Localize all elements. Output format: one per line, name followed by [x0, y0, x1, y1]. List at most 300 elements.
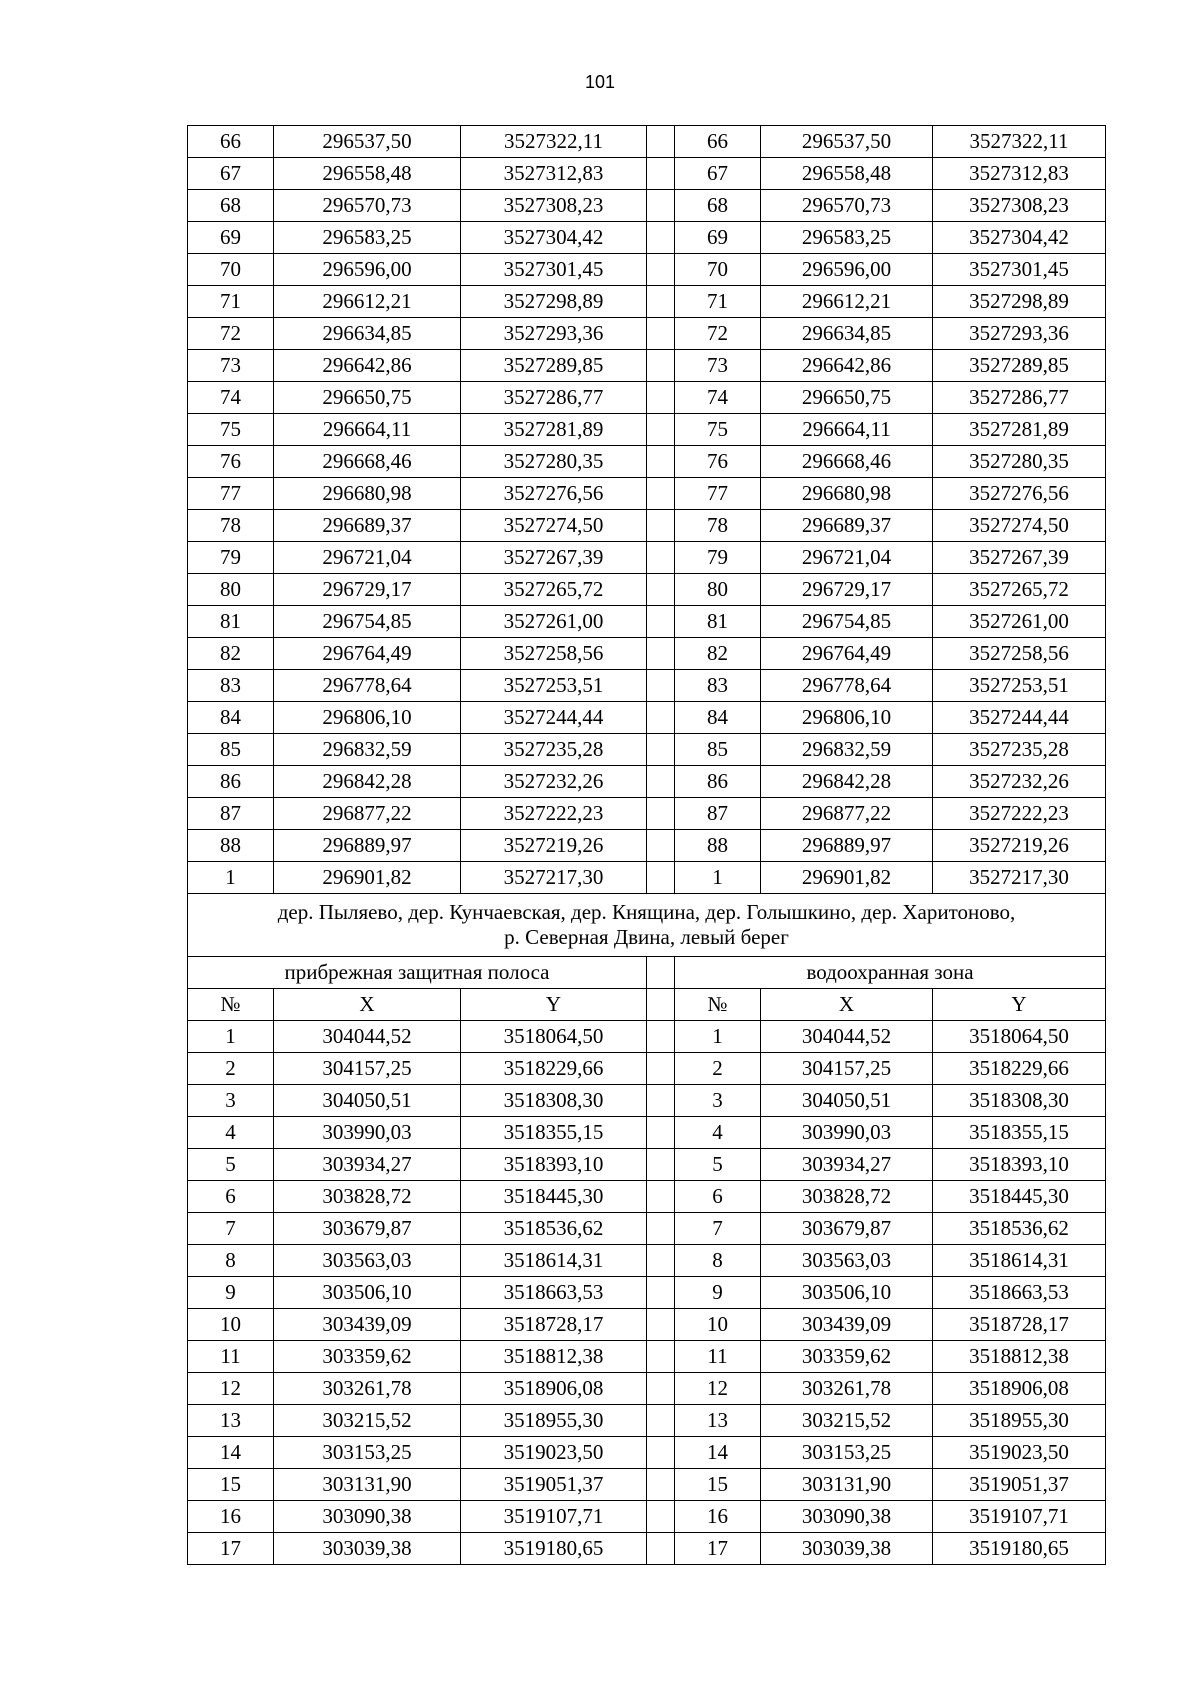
right-x-coord-cell: 303131,90 — [761, 1469, 933, 1501]
left-point-no-cell: 82 — [188, 638, 274, 670]
right-point-no-cell: 81 — [675, 606, 761, 638]
separator-cell — [647, 989, 675, 1021]
right-x-coord-cell: 296570,73 — [761, 190, 933, 222]
right-point-no-cell: 87 — [675, 798, 761, 830]
right-point-no-cell: 83 — [675, 670, 761, 702]
right-y-coord-cell: 3527281,89 — [933, 414, 1106, 446]
right-point-no-cell: 1 — [675, 862, 761, 894]
right-x-coord-cell: 296596,00 — [761, 254, 933, 286]
right-y-coord-cell: 3518229,66 — [933, 1053, 1106, 1085]
table-row — [188, 798, 1106, 830]
left-x-coord-cell: 296754,85 — [274, 606, 461, 638]
separator-cell — [647, 1437, 675, 1469]
page-number: 101 — [584, 72, 616, 92]
left-y-coord-cell: 3527253,51 — [461, 670, 647, 702]
left-x-coord-cell: 303359,62 — [274, 1341, 461, 1373]
right-x-coord-cell: 303990,03 — [761, 1117, 933, 1149]
right-y-coord-cell: 3527286,77 — [933, 382, 1106, 414]
right-x-coord-cell: 296754,85 — [761, 606, 933, 638]
separator-cell — [647, 734, 675, 766]
right-point-no-cell: 69 — [675, 222, 761, 254]
table-row — [188, 702, 1106, 734]
left-point-no-cell: 88 — [188, 830, 274, 862]
left-point-no-cell: 6 — [188, 1181, 274, 1213]
table-row — [188, 126, 1106, 158]
table-row — [188, 1213, 1106, 1245]
left-x-coord-cell: 296729,17 — [274, 574, 461, 606]
right-point-no-cell: 11 — [675, 1341, 761, 1373]
separator-cell — [647, 1405, 675, 1437]
left-point-no-cell: 13 — [188, 1405, 274, 1437]
separator-cell — [647, 638, 675, 670]
right-point-no-cell: 70 — [675, 254, 761, 286]
left-x-coord-cell: 296901,82 — [274, 862, 461, 894]
left-point-no-cell: 83 — [188, 670, 274, 702]
table-row — [188, 1245, 1106, 1277]
right-x-coord-cell: 304157,25 — [761, 1053, 933, 1085]
left-point-no-cell: 11 — [188, 1341, 274, 1373]
left-y-coord-cell: 3527258,56 — [461, 638, 647, 670]
left-x-coord-cell: 303828,72 — [274, 1181, 461, 1213]
left-y-coord-cell: 3527232,26 — [461, 766, 647, 798]
right-x-coord-cell: 303359,62 — [761, 1341, 933, 1373]
left-y-coord-cell: 3518906,08 — [461, 1373, 647, 1405]
right-x-coord-cell: 296612,21 — [761, 286, 933, 318]
separator-cell — [647, 1533, 675, 1565]
separator-cell — [647, 1117, 675, 1149]
left-y-coord-cell: 3527298,89 — [461, 286, 647, 318]
table-row — [188, 1149, 1106, 1181]
separator-cell — [647, 1021, 675, 1053]
right-y-coord-cell: 3527253,51 — [933, 670, 1106, 702]
right-x-coord-cell: 303261,78 — [761, 1373, 933, 1405]
left-point-no-cell: 4 — [188, 1117, 274, 1149]
separator-cell — [647, 478, 675, 510]
left-y-coord-cell: 3518308,30 — [461, 1085, 647, 1117]
separator-cell — [647, 957, 675, 989]
right-point-no-cell: 71 — [675, 286, 761, 318]
right-point-no-cell: 1 — [675, 1021, 761, 1053]
right-y-coord-cell: 3527276,56 — [933, 478, 1106, 510]
right-x-coord-cell: 296558,48 — [761, 158, 933, 190]
left-point-no-cell: 69 — [188, 222, 274, 254]
left-y-coord-cell: 3527267,39 — [461, 542, 647, 574]
left-point-no-cell: 9 — [188, 1277, 274, 1309]
left-point-no-cell: 14 — [188, 1437, 274, 1469]
table-row — [188, 350, 1106, 382]
separator-cell — [647, 1373, 675, 1405]
right-y-coord-cell: 3527217,30 — [933, 862, 1106, 894]
left-y-coord-cell: 3518064,50 — [461, 1021, 647, 1053]
right-point-no-cell: 15 — [675, 1469, 761, 1501]
left-point-no-cell: 73 — [188, 350, 274, 382]
right-x-coord-cell: 304044,52 — [761, 1021, 933, 1053]
separator-cell — [647, 158, 675, 190]
left-point-no-cell: 84 — [188, 702, 274, 734]
left-point-no-cell: 79 — [188, 542, 274, 574]
table-row — [188, 1085, 1106, 1117]
right-point-no-cell: 75 — [675, 414, 761, 446]
left-y-coord-cell: 3527276,56 — [461, 478, 647, 510]
right-point-no-cell: 14 — [675, 1437, 761, 1469]
left-x-coord-cell: 304044,52 — [274, 1021, 461, 1053]
separator-cell — [647, 510, 675, 542]
left-x-coord-cell: 296689,37 — [274, 510, 461, 542]
left-x-coord-cell: 303039,38 — [274, 1533, 461, 1565]
table-row — [188, 190, 1106, 222]
table-row — [188, 1373, 1106, 1405]
column-header-row — [188, 989, 1106, 1021]
table-row — [188, 446, 1106, 478]
left-x-coord-cell: 296650,75 — [274, 382, 461, 414]
left-y-coord-cell: 3527322,11 — [461, 126, 647, 158]
right-y-coord-cell: 3527244,44 — [933, 702, 1106, 734]
left-point-no-cell: 80 — [188, 574, 274, 606]
right-y-coord-cell: 3527289,85 — [933, 350, 1106, 382]
location-row — [188, 894, 1106, 957]
right-y-coord-cell: 3527219,26 — [933, 830, 1106, 862]
right-y-coord-cell: 3519107,71 — [933, 1501, 1106, 1533]
right-x-coord-cell: 303090,38 — [761, 1501, 933, 1533]
left-x-coord-cell: 296832,59 — [274, 734, 461, 766]
right-x-coord-cell: 296832,59 — [761, 734, 933, 766]
left-point-no-cell: 86 — [188, 766, 274, 798]
separator-cell — [647, 1245, 675, 1277]
right-point-no-cell: 74 — [675, 382, 761, 414]
right-x-coord-cell: 296650,75 — [761, 382, 933, 414]
right-point-no-cell: 79 — [675, 542, 761, 574]
separator-cell — [647, 318, 675, 350]
table-row — [188, 1117, 1106, 1149]
right-point-no-cell: 16 — [675, 1501, 761, 1533]
table-row — [188, 1277, 1106, 1309]
left-y-coord-cell: 3527312,83 — [461, 158, 647, 190]
section2-rows — [188, 1021, 1106, 1565]
location-line-2: р. Северная Двина, левый берег — [504, 925, 789, 949]
table-row — [188, 1309, 1106, 1341]
separator-cell — [647, 830, 675, 862]
table-row — [188, 1405, 1106, 1437]
table-row — [188, 1021, 1106, 1053]
left-y-coord-cell: 3518536,62 — [461, 1213, 647, 1245]
right-y-coord-cell: 3527312,83 — [933, 158, 1106, 190]
right-point-no-cell: 3 — [675, 1085, 761, 1117]
left-y-coord-cell: 3527274,50 — [461, 510, 647, 542]
left-point-no-cell: 87 — [188, 798, 274, 830]
left-x-coord-cell: 296583,25 — [274, 222, 461, 254]
right-y-coord-cell: 3519180,65 — [933, 1533, 1106, 1565]
right-x-coord-cell: 296634,85 — [761, 318, 933, 350]
right-y-coord-cell: 3527267,39 — [933, 542, 1106, 574]
left-point-no-cell: 1 — [188, 862, 274, 894]
right-y-coord-cell: 3527274,50 — [933, 510, 1106, 542]
right-point-no-cell: 8 — [675, 1245, 761, 1277]
right-x-coord-cell: 303563,03 — [761, 1245, 933, 1277]
left-y-coord-cell: 3527293,36 — [461, 318, 647, 350]
right-x-coord-cell: 296889,97 — [761, 830, 933, 862]
separator-cell — [647, 1501, 675, 1533]
left-x-coord-cell: 303563,03 — [274, 1245, 461, 1277]
left-x-coord-cell: 296680,98 — [274, 478, 461, 510]
right-y-coord-cell: 3527222,23 — [933, 798, 1106, 830]
table-row — [188, 574, 1106, 606]
table-row — [188, 670, 1106, 702]
separator-cell — [647, 222, 675, 254]
right-x-coord-cell: 296664,11 — [761, 414, 933, 446]
right-y-coord-cell: 3527232,26 — [933, 766, 1106, 798]
table-row — [188, 414, 1106, 446]
separator-cell — [647, 1469, 675, 1501]
left-point-no-cell: 5 — [188, 1149, 274, 1181]
left-point-no-cell: 2 — [188, 1053, 274, 1085]
right-x-coord-cell: 304050,51 — [761, 1085, 933, 1117]
left-point-no-cell: 76 — [188, 446, 274, 478]
left-point-no-cell: 17 — [188, 1533, 274, 1565]
right-y-coord-cell: 3527301,45 — [933, 254, 1106, 286]
right-point-no-cell: 77 — [675, 478, 761, 510]
left-x-coord-cell: 303439,09 — [274, 1309, 461, 1341]
right-point-no-cell: 12 — [675, 1373, 761, 1405]
left-y-coord-cell: 3527286,77 — [461, 382, 647, 414]
left-point-no-cell: 75 — [188, 414, 274, 446]
right-point-no-cell: 78 — [675, 510, 761, 542]
left-point-no-cell: 12 — [188, 1373, 274, 1405]
right-point-no-cell: 13 — [675, 1405, 761, 1437]
left-x-coord-cell: 296668,46 — [274, 446, 461, 478]
table-row — [188, 254, 1106, 286]
right-x-coord-cell: 296642,86 — [761, 350, 933, 382]
right-point-no-cell: 80 — [675, 574, 761, 606]
right-point-no-cell: 82 — [675, 638, 761, 670]
right-x-coord-cell: 296537,50 — [761, 126, 933, 158]
separator-cell — [647, 1149, 675, 1181]
right-point-no-cell: 10 — [675, 1309, 761, 1341]
right-x-coord-cell: 296729,17 — [761, 574, 933, 606]
section2-header — [188, 894, 1106, 1021]
coastal-strip-title: прибрежная защитная полоса — [188, 957, 647, 989]
left-y-coord-cell: 3518955,30 — [461, 1405, 647, 1437]
right-x-coord-cell: 303506,10 — [761, 1277, 933, 1309]
right-point-no-cell: 6 — [675, 1181, 761, 1213]
left-point-no-cell: 85 — [188, 734, 274, 766]
left-x-coord-cell: 303934,27 — [274, 1149, 461, 1181]
right-y-coord-cell: 3518906,08 — [933, 1373, 1106, 1405]
left-y-coord-cell: 3519107,71 — [461, 1501, 647, 1533]
left-x-coord-cell: 296778,64 — [274, 670, 461, 702]
right-point-no-cell: 67 — [675, 158, 761, 190]
right-y-coord-cell: 3527280,35 — [933, 446, 1106, 478]
left-x-coord-cell: 303261,78 — [274, 1373, 461, 1405]
table-row — [188, 510, 1106, 542]
right-x-coord-cell: 296877,22 — [761, 798, 933, 830]
right-y-coord-cell: 3518445,30 — [933, 1181, 1106, 1213]
left-point-no-cell: 81 — [188, 606, 274, 638]
left-y-coord-cell: 3518728,17 — [461, 1309, 647, 1341]
right-y-coord-cell: 3527265,72 — [933, 574, 1106, 606]
separator-cell — [647, 254, 675, 286]
right-y-coord-cell: 3518536,62 — [933, 1213, 1106, 1245]
left-x-coord-cell: 296642,86 — [274, 350, 461, 382]
table-row — [188, 1501, 1106, 1533]
right-y-coord-cell: 3527304,42 — [933, 222, 1106, 254]
left-y-coord-cell: 3519051,37 — [461, 1469, 647, 1501]
right-x-coord-cell: 303153,25 — [761, 1437, 933, 1469]
right-point-no-cell: 4 — [675, 1117, 761, 1149]
left-point-no-cell: 67 — [188, 158, 274, 190]
zone-title-row — [188, 957, 1106, 989]
left-y-coord-cell: 3518663,53 — [461, 1277, 647, 1309]
left-point-no-cell: 7 — [188, 1213, 274, 1245]
right-col-y-header: Y — [933, 989, 1106, 1021]
left-x-coord-cell: 303506,10 — [274, 1277, 461, 1309]
left-y-coord-cell: 3527222,23 — [461, 798, 647, 830]
right-x-coord-cell: 296764,49 — [761, 638, 933, 670]
right-y-coord-cell: 3518308,30 — [933, 1085, 1106, 1117]
separator-cell — [647, 1341, 675, 1373]
left-y-coord-cell: 3527265,72 — [461, 574, 647, 606]
right-col-x-header: X — [761, 989, 933, 1021]
table-row — [188, 1533, 1106, 1565]
left-y-coord-cell: 3519180,65 — [461, 1533, 647, 1565]
left-x-coord-cell: 296570,73 — [274, 190, 461, 222]
right-point-no-cell: 68 — [675, 190, 761, 222]
left-point-no-cell: 1 — [188, 1021, 274, 1053]
left-point-no-cell: 71 — [188, 286, 274, 318]
left-point-no-cell: 66 — [188, 126, 274, 158]
left-y-coord-cell: 3527280,35 — [461, 446, 647, 478]
separator-cell — [647, 766, 675, 798]
separator-cell — [647, 382, 675, 414]
right-x-coord-cell: 296721,04 — [761, 542, 933, 574]
separator-cell — [647, 702, 675, 734]
left-y-coord-cell: 3527235,28 — [461, 734, 647, 766]
right-y-coord-cell: 3527293,36 — [933, 318, 1106, 350]
left-point-no-cell: 3 — [188, 1085, 274, 1117]
left-point-no-cell: 15 — [188, 1469, 274, 1501]
right-y-coord-cell: 3519023,50 — [933, 1437, 1106, 1469]
right-y-coord-cell: 3527258,56 — [933, 638, 1106, 670]
separator-cell — [647, 1085, 675, 1117]
right-x-coord-cell: 303934,27 — [761, 1149, 933, 1181]
right-x-coord-cell: 296689,37 — [761, 510, 933, 542]
right-x-coord-cell: 296842,28 — [761, 766, 933, 798]
right-y-coord-cell: 3527261,00 — [933, 606, 1106, 638]
left-point-no-cell: 77 — [188, 478, 274, 510]
right-point-no-cell: 86 — [675, 766, 761, 798]
left-x-coord-cell: 296721,04 — [274, 542, 461, 574]
right-y-coord-cell: 3518812,38 — [933, 1341, 1106, 1373]
location-line-1: дер. Пыляево, дер. Кунчаевская, дер. Княщина, дер. Голышкино, дер. Харитоново, — [277, 900, 1016, 924]
right-x-coord-cell: 296778,64 — [761, 670, 933, 702]
left-y-coord-cell: 3527308,23 — [461, 190, 647, 222]
right-x-coord-cell: 303039,38 — [761, 1533, 933, 1565]
right-point-no-cell: 85 — [675, 734, 761, 766]
water-protection-zone-title: водоохранная зона — [675, 957, 1106, 989]
right-point-no-cell: 17 — [675, 1533, 761, 1565]
table-row — [188, 382, 1106, 414]
right-y-coord-cell: 3527298,89 — [933, 286, 1106, 318]
right-point-no-cell: 2 — [675, 1053, 761, 1085]
right-point-no-cell: 7 — [675, 1213, 761, 1245]
left-col-y-header: Y — [461, 989, 647, 1021]
right-point-no-cell: 5 — [675, 1149, 761, 1181]
table-row — [188, 606, 1106, 638]
left-y-coord-cell: 3527304,42 — [461, 222, 647, 254]
separator-cell — [647, 286, 675, 318]
separator-cell — [647, 670, 675, 702]
right-y-coord-cell: 3518614,31 — [933, 1245, 1106, 1277]
left-y-coord-cell: 3527301,45 — [461, 254, 647, 286]
left-y-coord-cell: 3527217,30 — [461, 862, 647, 894]
right-x-coord-cell: 296806,10 — [761, 702, 933, 734]
separator-cell — [647, 606, 675, 638]
right-point-no-cell: 76 — [675, 446, 761, 478]
left-x-coord-cell: 304050,51 — [274, 1085, 461, 1117]
separator-cell — [647, 190, 675, 222]
left-point-no-cell: 74 — [188, 382, 274, 414]
left-y-coord-cell: 3527219,26 — [461, 830, 647, 862]
right-y-coord-cell: 3518064,50 — [933, 1021, 1106, 1053]
table-row — [188, 478, 1106, 510]
separator-cell — [647, 350, 675, 382]
left-x-coord-cell: 296889,97 — [274, 830, 461, 862]
left-x-coord-cell: 296558,48 — [274, 158, 461, 190]
left-col-no-header: № — [188, 989, 274, 1021]
section1-rows — [188, 126, 1106, 894]
table-row — [188, 862, 1106, 894]
table-row — [188, 1053, 1106, 1085]
left-y-coord-cell: 3518614,31 — [461, 1245, 647, 1277]
right-point-no-cell: 72 — [675, 318, 761, 350]
left-point-no-cell: 8 — [188, 1245, 274, 1277]
table-row — [188, 286, 1106, 318]
left-point-no-cell: 10 — [188, 1309, 274, 1341]
left-point-no-cell: 78 — [188, 510, 274, 542]
right-x-coord-cell: 296583,25 — [761, 222, 933, 254]
left-y-coord-cell: 3518445,30 — [461, 1181, 647, 1213]
table-row — [188, 158, 1106, 190]
left-x-coord-cell: 303990,03 — [274, 1117, 461, 1149]
separator-cell — [647, 1053, 675, 1085]
separator-cell — [647, 1213, 675, 1245]
left-y-coord-cell: 3518812,38 — [461, 1341, 647, 1373]
left-y-coord-cell: 3527244,44 — [461, 702, 647, 734]
left-y-coord-cell: 3527281,89 — [461, 414, 647, 446]
separator-cell — [647, 862, 675, 894]
table-row — [188, 1181, 1106, 1213]
left-y-coord-cell: 3518393,10 — [461, 1149, 647, 1181]
left-y-coord-cell: 3518355,15 — [461, 1117, 647, 1149]
separator-cell — [647, 1277, 675, 1309]
table-row — [188, 1437, 1106, 1469]
right-x-coord-cell: 296901,82 — [761, 862, 933, 894]
right-y-coord-cell: 3518393,10 — [933, 1149, 1106, 1181]
left-y-coord-cell: 3519023,50 — [461, 1437, 647, 1469]
right-x-coord-cell: 296680,98 — [761, 478, 933, 510]
right-y-coord-cell: 3527235,28 — [933, 734, 1106, 766]
table-row — [188, 542, 1106, 574]
table-row — [188, 830, 1106, 862]
table-row — [188, 734, 1106, 766]
right-y-coord-cell: 3527308,23 — [933, 190, 1106, 222]
left-x-coord-cell: 296664,11 — [274, 414, 461, 446]
separator-cell — [647, 126, 675, 158]
left-x-coord-cell: 303090,38 — [274, 1501, 461, 1533]
right-point-no-cell: 88 — [675, 830, 761, 862]
left-col-x-header: X — [274, 989, 461, 1021]
right-x-coord-cell: 303828,72 — [761, 1181, 933, 1213]
left-x-coord-cell: 296877,22 — [274, 798, 461, 830]
